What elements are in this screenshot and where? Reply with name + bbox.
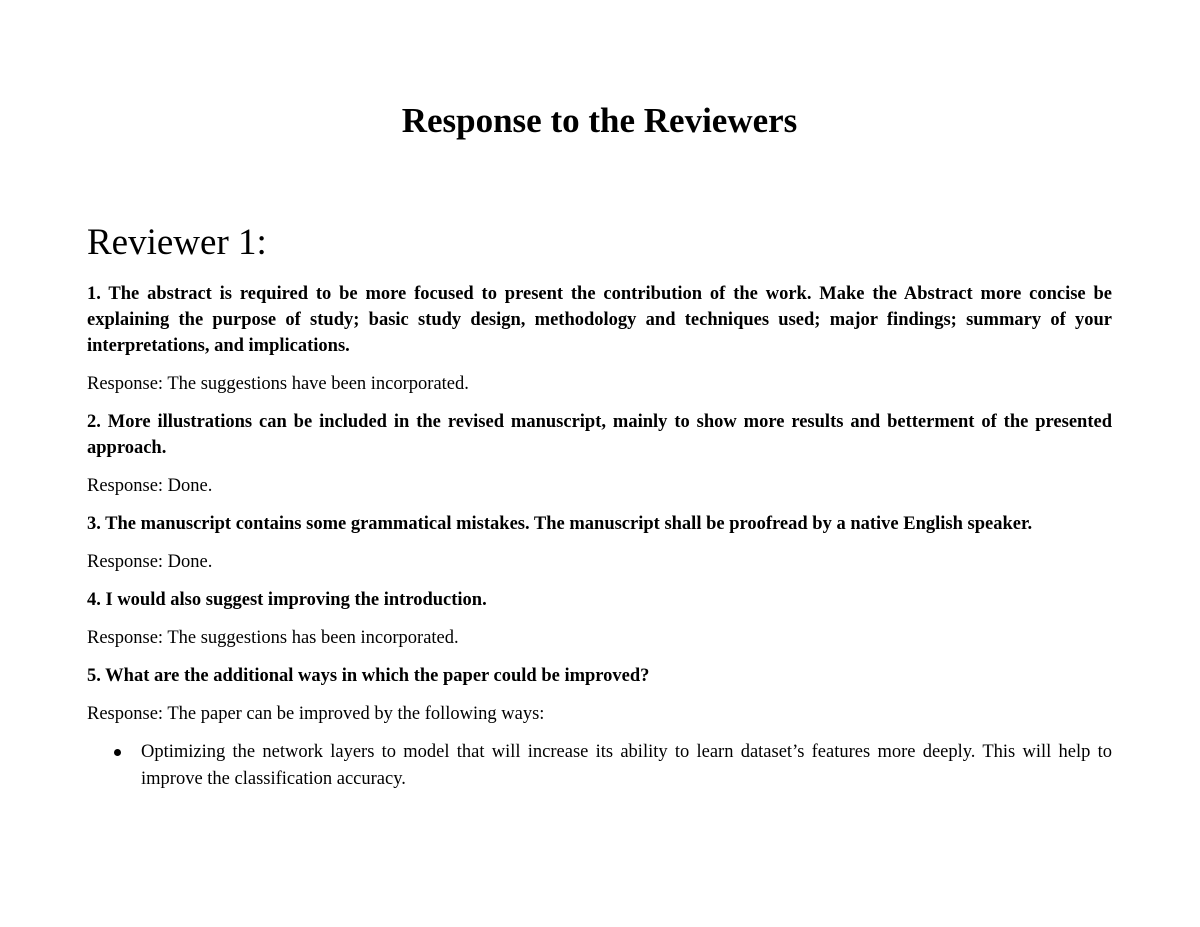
comment-question-4: 4. I would also suggest improving the introduction. xyxy=(87,590,487,610)
comment-question-5: 5. What are the additional ways in which the paper could be improved? xyxy=(87,666,650,686)
bullet-icon xyxy=(114,749,121,756)
reviewer-heading: Reviewer 1: xyxy=(87,222,267,263)
comment-response-4: Response: The suggestions has been incorporated. xyxy=(87,628,459,648)
comment-question-2: 2. More illustrations can be included in the revised manuscript, mainly to show more results and betterment of the presented approach. xyxy=(87,412,1112,458)
list-item xyxy=(87,739,1112,793)
comment-response-3: Response: Done. xyxy=(87,552,213,572)
improvement-list xyxy=(87,739,1112,793)
comment-response-2: Response: Done. xyxy=(87,476,213,496)
document-title: Response to the Reviewers xyxy=(401,101,798,140)
list-item-text: Optimizing the network layers to model that will increase its ability to learn dataset’s features more deeply. This will help to improve the classification accuracy. xyxy=(141,742,1112,789)
comment-question-1: 1. The abstract is required to be more focused to present the contribution of the work. Make the Abstract more concise be explaining the purpose of study; basic study design, methodology and techniques used; major findings; summary of your interpretations, and implications. xyxy=(87,284,1112,356)
comment-question-3: 3. The manuscript contains some grammatical mistakes. The manuscript shall be proofread by a native English speaker. xyxy=(87,514,1033,534)
comment-response-5: Response: The paper can be improved by the following ways: xyxy=(87,704,545,724)
review-comments xyxy=(87,281,1112,793)
comment-response-1: Response: The suggestions have been incorporated. xyxy=(87,374,469,394)
